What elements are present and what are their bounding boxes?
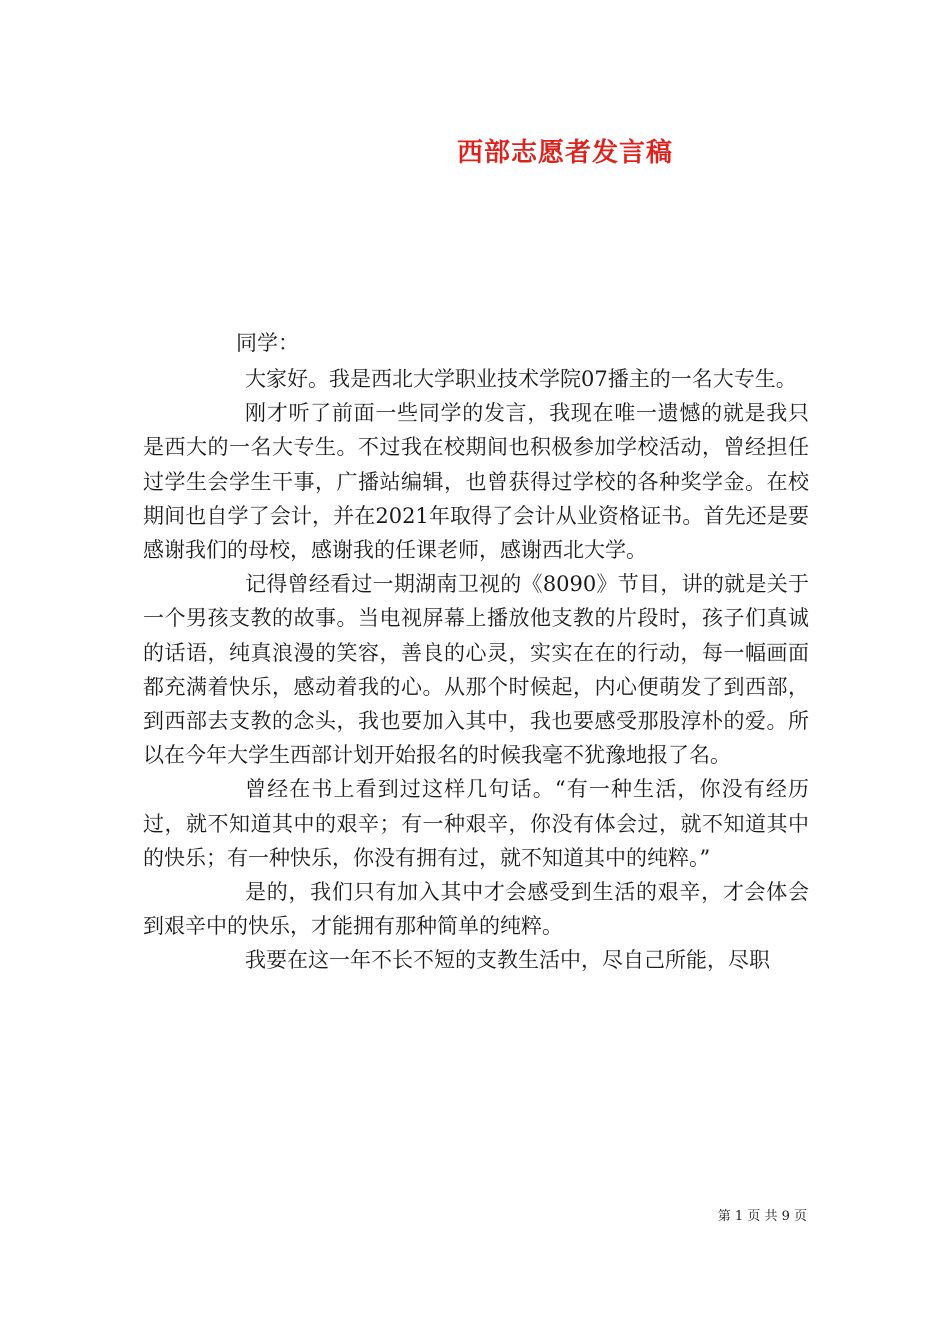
document-body bbox=[143, 362, 809, 978]
paragraph: 我要在这一年不长不短的支教生活中，尽自己所能，尽职 bbox=[245, 948, 770, 973]
paragraph: 刚才听了前面一些同学的发言，我现在唯一遗憾的就是我只是西大的一名大专生。不过我在校期间也积极参加学校活动，曾经担任过学生会学生干事，广播站编辑，也曾获得过学校的各种奖学金。在校期间也自学了会计，并在2021年取得了会计从业资格证书。首先还是要感谢我们的母校，感谢我的任课老师，感谢西北大学。 bbox=[143, 401, 809, 563]
page-number: 第 1 页 共 9 页 bbox=[717, 1209, 807, 1224]
paragraph: 大家好。我是西北大学职业技术学院07播主的一名大专生。 bbox=[245, 367, 797, 391]
paragraph: 是的，我们只有加入其中才会感受到生活的艰辛，才会体会到艰辛中的快乐，才能拥有那种简单的纯粹。 bbox=[143, 880, 809, 939]
paragraph: 记得曾经看过一期湖南卫视的《8090》节目，讲的就是关于一个男孩支教的故事。当电视屏幕上播放他支教的片段时，孩子们真诚的话语，纯真浪漫的笑容，善良的心灵，实实在在的行动，每一幅画面都充满着快乐，感动着我的心。从那个时候起，内心便萌发了到西部，到西部去支教的念头，我也要加入其中，我也要感受那股淳朴的爱。所以在今年大学生西部计划开始报名的时候我毫不犹豫地报了名。 bbox=[143, 572, 809, 768]
greeting: 同学： bbox=[236, 331, 299, 355]
document-title: 西部志愿者发言稿 bbox=[456, 138, 673, 168]
paragraph: 曾经在书上看到过这样几句话。“有一种生活，你没有经历过，就不知道其中的艰辛；有一种艰辛，你没有体会过，就不知道其中的快乐；有一种快乐，你没有拥有过，就不知道其中的纯粹。” bbox=[143, 777, 809, 870]
